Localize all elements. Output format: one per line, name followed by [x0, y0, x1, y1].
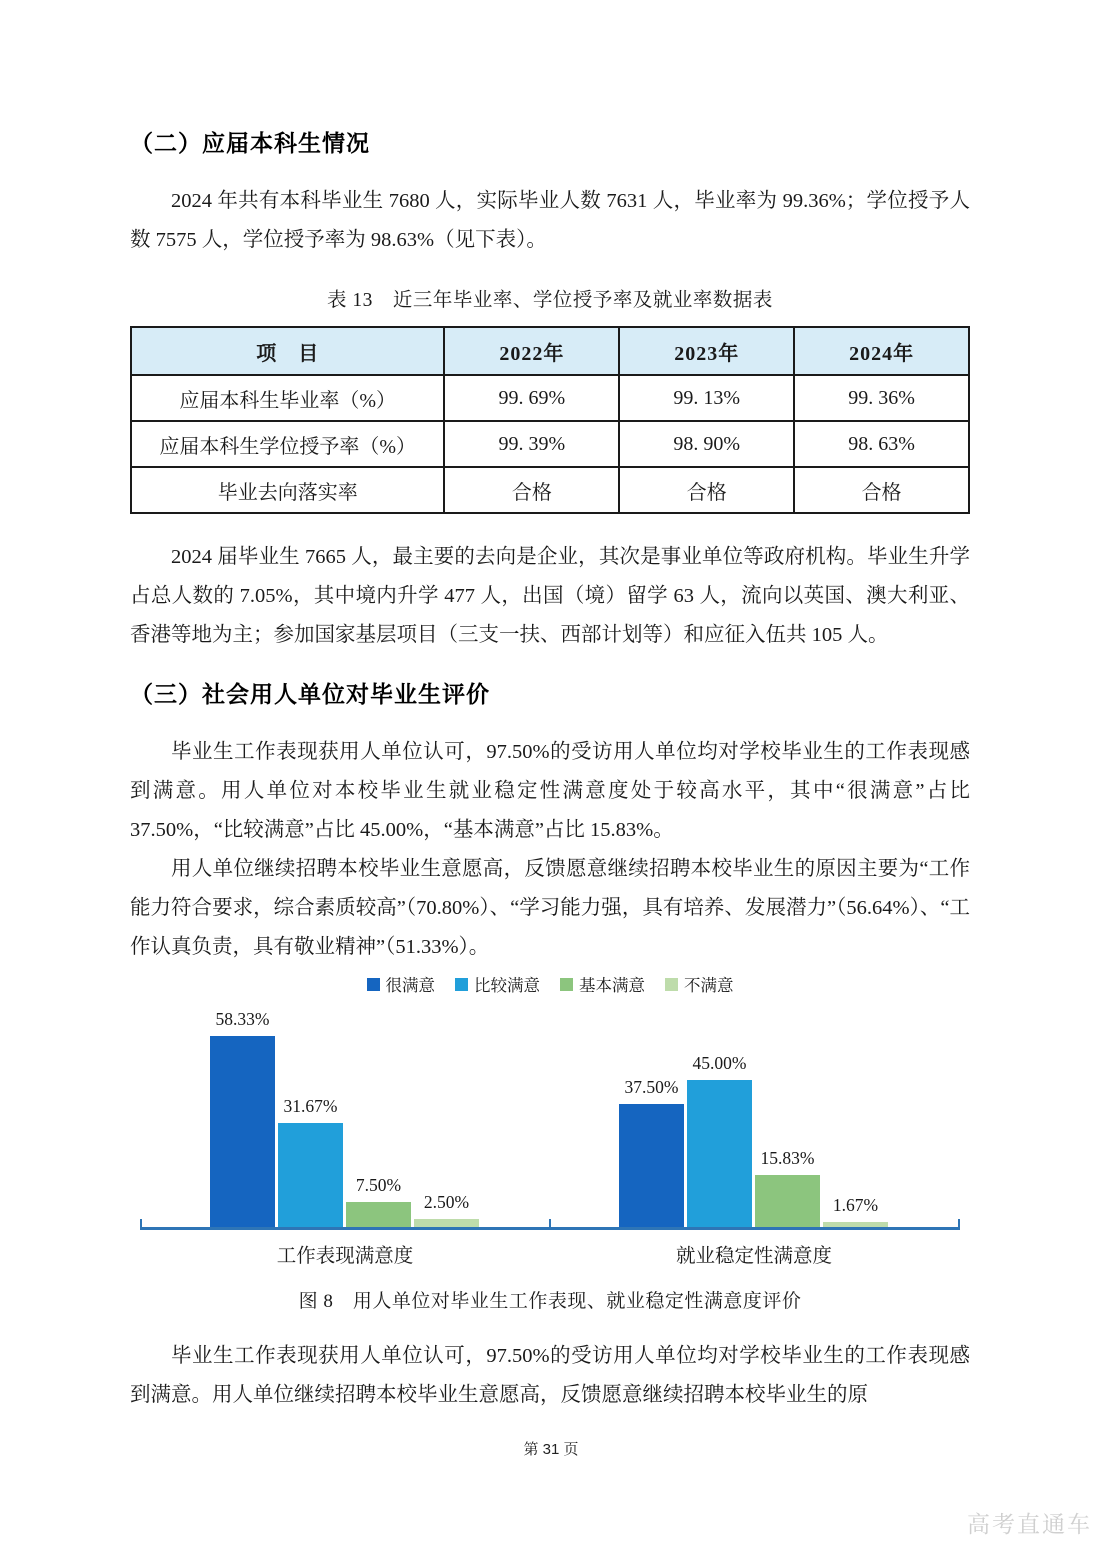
figure-caption: 图 8 用人单位对毕业生工作表现、就业稳定性满意度评价 — [298, 1291, 802, 1312]
row-label: 应届本科生毕业率（%） — [131, 375, 444, 421]
bar-很满意 — [619, 1077, 684, 1227]
table-header-row — [131, 327, 969, 375]
legend-item — [665, 972, 734, 996]
bar-很满意 — [210, 1009, 275, 1227]
legend-item — [455, 972, 540, 996]
row-label: 毕业去向落实率 — [131, 467, 444, 513]
bar-value-label: 31.67% — [283, 1096, 338, 1116]
bar-group-work-performance — [210, 1009, 479, 1227]
para-rehire: 用人单位继续招聘本校毕业生意愿高，反馈愿意继续招聘本校毕业生的原因主要为“工作能力符合要求，综合素质较高”（70.80%）、“学习能力强，具有培养、发展潜力”（56.64%）、“工作认真负责，具有敬业精神”（51.33%）。 — [130, 858, 970, 958]
para-destinations: 2024 届毕业生 7665 人，最主要的去向是企业，其次是事业单位等政府机构。毕业生升学占总人数的 7.05%，其中境内升学 477 人，出国（境）留学 63 人，流向以英国、澳大利亚、香港等地为主；参加国家基层项目（三支一扶、西部计划等）和应征入伍共 105 人。 — [130, 546, 970, 646]
stats-table — [130, 326, 970, 514]
category-label-job-stability: 就业稳定性满意度 — [675, 1246, 833, 1267]
para-undergrad-overview: 2024 年共有本科毕业生 7680 人，实际毕业人数 7631 人，毕业率为 99.36%；学位授予人数 7575 人，学位授予率为 98.63%（见下表）。 — [130, 190, 970, 251]
page-number: 第 31 页 — [523, 1441, 579, 1458]
axis-tick — [958, 1219, 960, 1227]
cell-value: 合格 — [619, 467, 794, 513]
table-caption: 表 13 近三年毕业率、学位授予率及就业率数据表 — [327, 290, 773, 311]
legend-swatch-icon — [367, 978, 380, 991]
bar-基本满意 — [755, 1148, 820, 1227]
bar-group-job-stability — [619, 1053, 888, 1227]
para-satisfaction: 毕业生工作表现获用人单位认可，97.50%的受访用人单位均对学校毕业生的工作表现感到满意。用人单位对本校毕业生就业稳定性满意度处于较高水平，其中“很满意”占比 37.50%，“比较满意”占比 45.00%，“基本满意”占比 15.83%。 — [130, 741, 970, 841]
cell-value: 98. 63% — [794, 421, 969, 467]
bar-value-label: 37.50% — [624, 1077, 679, 1097]
para-repeat: 毕业生工作表现获用人单位认可，97.50%的受访用人单位均对学校毕业生的工作表现感到满意。用人单位继续招聘本校毕业生意愿高，反馈愿意继续招聘本校毕业生的原 — [130, 1345, 970, 1406]
legend-label: 不满意 — [684, 976, 734, 995]
bar-value-label: 58.33% — [215, 1009, 270, 1029]
row-label: 应届本科生学位授予率（%） — [131, 421, 444, 467]
bar-rect — [414, 1219, 479, 1227]
bar-value-label: 2.50% — [423, 1192, 470, 1212]
legend-swatch-icon — [560, 978, 573, 991]
satisfaction-bar-chart — [130, 973, 970, 1272]
bar-不满意 — [414, 1192, 479, 1227]
cell-value: 合格 — [444, 467, 619, 513]
bar-value-label: 45.00% — [692, 1053, 747, 1073]
table-header-2023: 2023年 — [619, 327, 794, 375]
bar-rect — [755, 1175, 820, 1227]
bar-比较满意 — [278, 1096, 343, 1227]
table-header-2022: 2022年 — [444, 327, 619, 375]
chart-plot-area — [140, 1005, 960, 1230]
bar-rect — [687, 1080, 752, 1227]
category-label-work-performance: 工作表现满意度 — [276, 1246, 414, 1267]
chart-legend — [130, 973, 970, 995]
section-heading-employer: （三）社会用人单位对毕业生评价 — [130, 681, 490, 707]
cell-value: 合格 — [794, 467, 969, 513]
bar-rect — [278, 1123, 343, 1227]
legend-label: 比较满意 — [474, 976, 540, 995]
legend-label: 很满意 — [385, 976, 435, 995]
bar-value-label: 1.67% — [832, 1195, 879, 1215]
category-labels — [140, 1230, 960, 1272]
table-row — [131, 421, 969, 467]
cell-value: 98. 90% — [619, 421, 794, 467]
cell-value: 99. 13% — [619, 375, 794, 421]
bar-rect — [346, 1202, 411, 1227]
legend-item — [367, 972, 436, 996]
table-header-2024: 2024年 — [794, 327, 969, 375]
cell-value: 99. 69% — [444, 375, 619, 421]
axis-tick — [549, 1219, 551, 1227]
bar-value-label: 15.83% — [760, 1148, 815, 1168]
legend-item — [560, 972, 645, 996]
table-row — [131, 375, 969, 421]
bar-rect — [619, 1104, 684, 1227]
legend-label: 基本满意 — [579, 976, 645, 995]
cell-value: 99. 36% — [794, 375, 969, 421]
section-heading-undergrad: （二）应届本科生情况 — [130, 130, 370, 156]
bar-rect — [210, 1036, 275, 1227]
axis-tick — [140, 1219, 142, 1227]
watermark-text: 高考直通车 — [967, 1511, 1092, 1537]
table-header-item: 项 目 — [131, 327, 444, 375]
bar-比较满意 — [687, 1053, 752, 1227]
table-row — [131, 467, 969, 513]
cell-value: 99. 39% — [444, 421, 619, 467]
legend-swatch-icon — [665, 978, 678, 991]
bar-基本满意 — [346, 1175, 411, 1227]
bar-value-label: 7.50% — [355, 1175, 402, 1195]
legend-swatch-icon — [455, 978, 468, 991]
